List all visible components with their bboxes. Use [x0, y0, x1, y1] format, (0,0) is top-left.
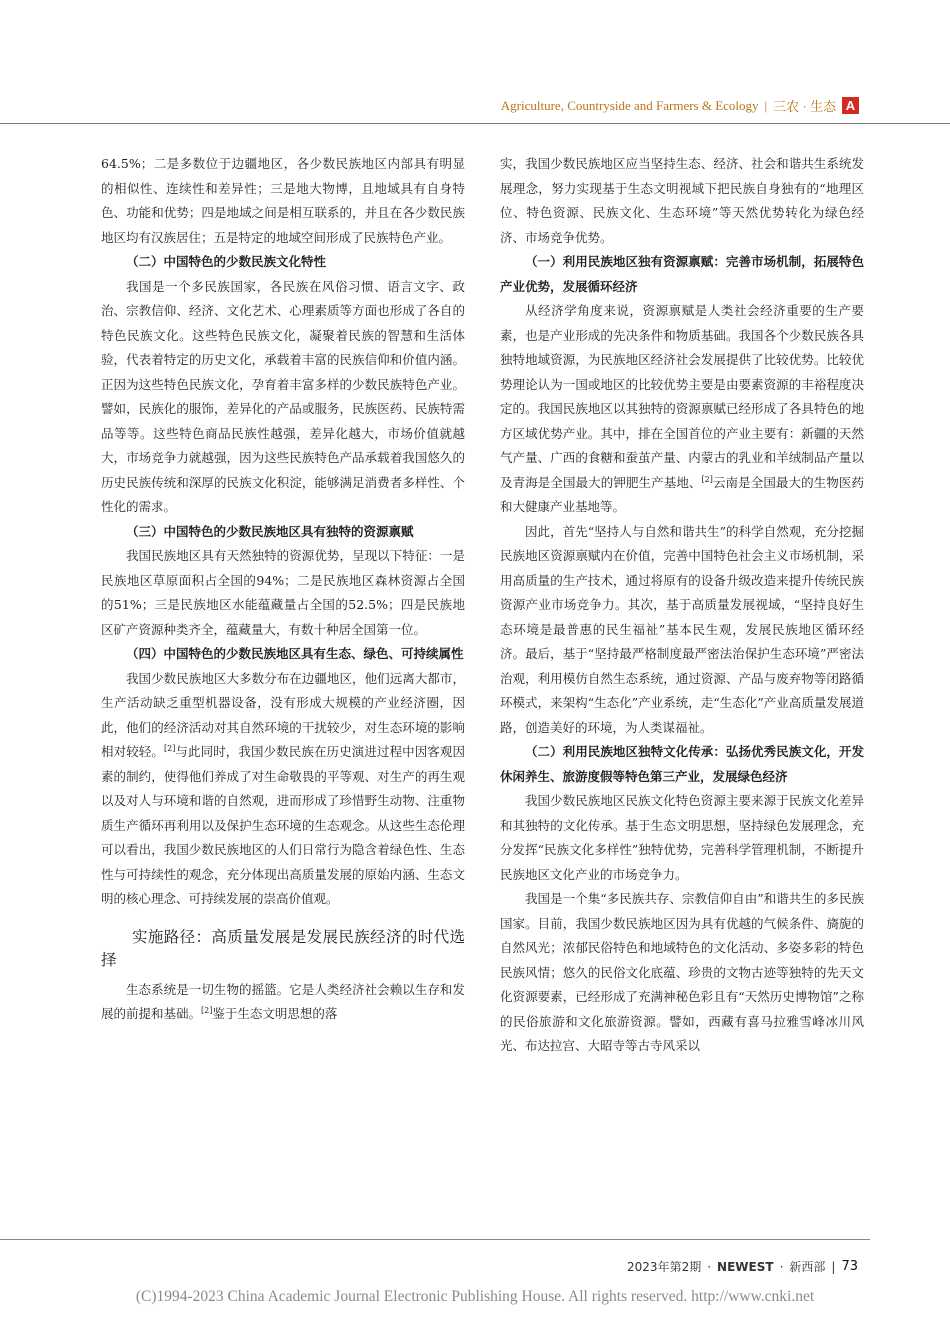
citation-ref: [2] [163, 743, 176, 753]
paragraph-text: 实施路径：高质量发展是发展民族经济的时代选择 [101, 927, 465, 969]
paragraph-text: 我国是一个多民族国家，各民族在风俗习惯、语言文字、政治、宗教信仰、经济、文化艺术、心理素质等方面也形成了各自的特色民族文化。这些特色民族文化，凝聚着民族的智慧和生活体验，代表着特定的历史文化，承载着丰富的民族信仰和价值内涵。正因为这些特色民族文化，孕育着丰富多样的少数民族特色产业。譬如，民族化的服饰，差异化的产品或服务，民族医药、民族特需品等等。这些特色商品民族性越强，差异化越大，市场价值就越大，市场竞争力就越强，因为这些民族特色产品承载着我国悠久的历史民族传统和深厚的民族文化积淀，能够满足消费者多样性、个性化的需求。 [101, 278, 465, 514]
magazine-name-cn: 新西部 [789, 1260, 826, 1274]
paragraph-text: （一）利用民族地区独有资源禀赋：完善市场机制，拓展特色产业优势，发展循环经济 [500, 254, 864, 294]
body-paragraph [500, 789, 864, 887]
paragraph-text: 云南是全国最大的生物医药和大健康产业基地等。 [500, 474, 864, 514]
paragraph-text: （三）中国特色的少数民族地区具有独特的资源禀赋 [126, 523, 414, 539]
subsection-heading [500, 250, 864, 299]
running-header [501, 96, 859, 115]
magazine-name-en: NEWEST [717, 1259, 774, 1274]
issue-label: 2023年第2期 [627, 1260, 702, 1274]
subsection-heading [500, 740, 864, 789]
paragraph-text: 我国民族地区具有天然独特的资源优势，呈现以下特征：一是民族地区草原面积占全国的94%；二是民族地区森林资源占全国的51%；三是民族地区水能蕴藏量占全国的52.5%；四是民族地区矿产资源种类齐全，蕴藏量大，有数十种居全国第一位。 [101, 548, 465, 637]
body-paragraph [101, 667, 465, 912]
paragraph-text: （二）利用民族地区独特文化传承：弘扬优秀民族文化，开发休闲养生、旅游度假等特色第三产业，发展绿色经济 [500, 744, 864, 784]
footer-separator: · [707, 1259, 712, 1274]
subsection-heading [101, 520, 465, 545]
copyright-watermark: (C)1994-2023 China Academic Journal Electronic Publishing House. All rights reserved. http://www.cnki.net [135, 1288, 815, 1305]
citation-ref: [2] [701, 474, 713, 484]
paragraph-text: 我国是一个集“多民族共存、宗教信仰自由”和谐共生的多民族国家。目前，我国少数民族地区因为具有优越的气候条件、旖旎的自然风光；浓郁民俗特色和地域特色的文化活动、多姿多彩的特色民族风情；悠久的民俗文化底蕴、珍贵的文物古迹等独特的先天文化资源要素，已经形成了充满神秘色彩且有“天然历史博物馆”之称的民俗旅游和文化旅游资源。譬如，西藏有喜马拉雅雪峰冰川风光、布达拉宫、大昭寺等古寺风采以 [500, 891, 864, 1053]
body-paragraph [101, 152, 465, 250]
paragraph-text: 生态系统是一切生物的摇篮。它是人类经济社会赖以生存和发展的前提和基础。 [101, 981, 465, 1021]
footer-bar: | [831, 1259, 836, 1274]
section-badge: A [842, 97, 859, 114]
subsection-heading [101, 250, 465, 275]
footer-separator-dot: · [779, 1259, 784, 1274]
paragraph-text: 我国少数民族地区大多数分布在边疆地区，他们远离大都市，生产活动缺乏重型机器设备，没有形成大规模的产业经济圈，因此，他们的经济活动对其自然环境的干扰较少，对生态环境的影响相对较轻。 [101, 670, 465, 759]
paragraph-text: （四）中国特色的少数民族地区具有生态、绿色、可持续属性 [126, 646, 464, 661]
right-column [500, 152, 864, 1059]
journal-title-en: Agriculture, Countryside and Farmers & Ecology [500, 97, 759, 113]
paragraph-text: （二）中国特色的少数民族文化特性 [126, 254, 327, 269]
header-divider [0, 123, 950, 124]
paragraph-text: 因此，首先“坚持人与自然和谐共生”的科学自然观，充分挖掘民族地区资源禀赋内在价值，完善中国特色社会主义市场机制，采用高质量的生产技术，通过将原有的设备升级改造来提升传统民族资源产业市场竞争力。其次，基于高质量发展视域，“坚持良好生态环境是最普惠的民生福祉”基本民生观，发展民族地区循环经济。最后，基于“坚持最严格制度最严密法治保护生态环境”严密法治观，利用模仿自然生态系统，通过资源、产品与废弃物等闭路循环模式，来架构“生态化”产业系统，走“生态化”产业高质量发展道路，创造美好的环境，为人类谋福祉。 [500, 523, 864, 735]
paragraph-text: 与此同时，我国少数民族在历史演进过程中因客观因素的制约，使得他们养成了对生命敬畏的平等观、对生产的再生观以及对人与环境和谐的自然观，进而形成了珍惜野生动物、注重物质生产循环再利用以及保护生态环境的生态观念。从这些生态伦理可以看出，我国少数民族地区的人们日常行为隐含着绿色性、生态性与可持续性的观念，充分体现出高质量发展的原始内涵、生态文明的核心理念、可持续发展的崇高价值观。 [101, 744, 465, 906]
body-paragraph [500, 299, 864, 520]
paragraph-text: 鉴于生态文明思想的落 [212, 1006, 338, 1021]
footer-divider [0, 1239, 870, 1240]
journal-title-cn: 三农 · 生态 [773, 99, 836, 114]
body-paragraph [101, 978, 465, 1027]
paragraph-text: 从经济学角度来说，资源禀赋是人类社会经济重要的生产要素，也是产业形成的先决条件和物质基础。我国各个少数民族各具独特地域资源，为民族地区经济社会发展提供了比较优势。比较优势理论认为一国或地区的比较优势主要是由要素资源的丰裕程度决定的。我国民族地区以其独特的资源禀赋已经形成了各具特色的地方区域优势产业。其中，排在全国首位的产业主要有：新疆的天然气产量、广西的食糖和蚕茧产量、内蒙古的乳业和羊绒制品产量以及青海是全国最大的钾肥生产基地、 [500, 303, 864, 490]
body-paragraph [500, 520, 864, 741]
section-heading [101, 926, 465, 972]
left-column [101, 152, 465, 1027]
citation-ref: [2] [201, 1005, 213, 1015]
body-paragraph [500, 887, 864, 1059]
subsection-heading [101, 642, 465, 667]
page-number: 73 [841, 1259, 858, 1274]
body-paragraph [500, 152, 864, 250]
paragraph-text: 64.5%；二是多数位于边疆地区，各少数民族地区内部具有明显的相似性、连续性和差异性；三是地大物博，且地域具有自身特色、功能和优势；四是地域之间是相互联系的，并且在各少数民族地区均有汉族居住；五是特定的地域空间形成了民族特色产业。 [101, 156, 465, 245]
body-paragraph [101, 275, 465, 520]
paragraph-text: 实，我国少数民族地区应当坚持生态、经济、社会和谐共生系统发展理念，努力实现基于生态文明视域下把民族自身独有的“地理区位、特色资源、民族文化、生态环境”等天然优势转化为绿色经济、市场竞争优势。 [500, 156, 864, 245]
page-footer [627, 1258, 858, 1275]
paragraph-text: 我国少数民族地区民族文化特色资源主要来源于民族文化差异和其独特的文化传承。基于生态文明思想，坚持绿色发展理念，充分发挥“民族文化多样性”独特优势，完善科学管理机制，不断提升民族地区文化产业的市场竞争力。 [500, 793, 864, 882]
header-separator: | [764, 97, 768, 113]
body-paragraph [101, 544, 465, 642]
